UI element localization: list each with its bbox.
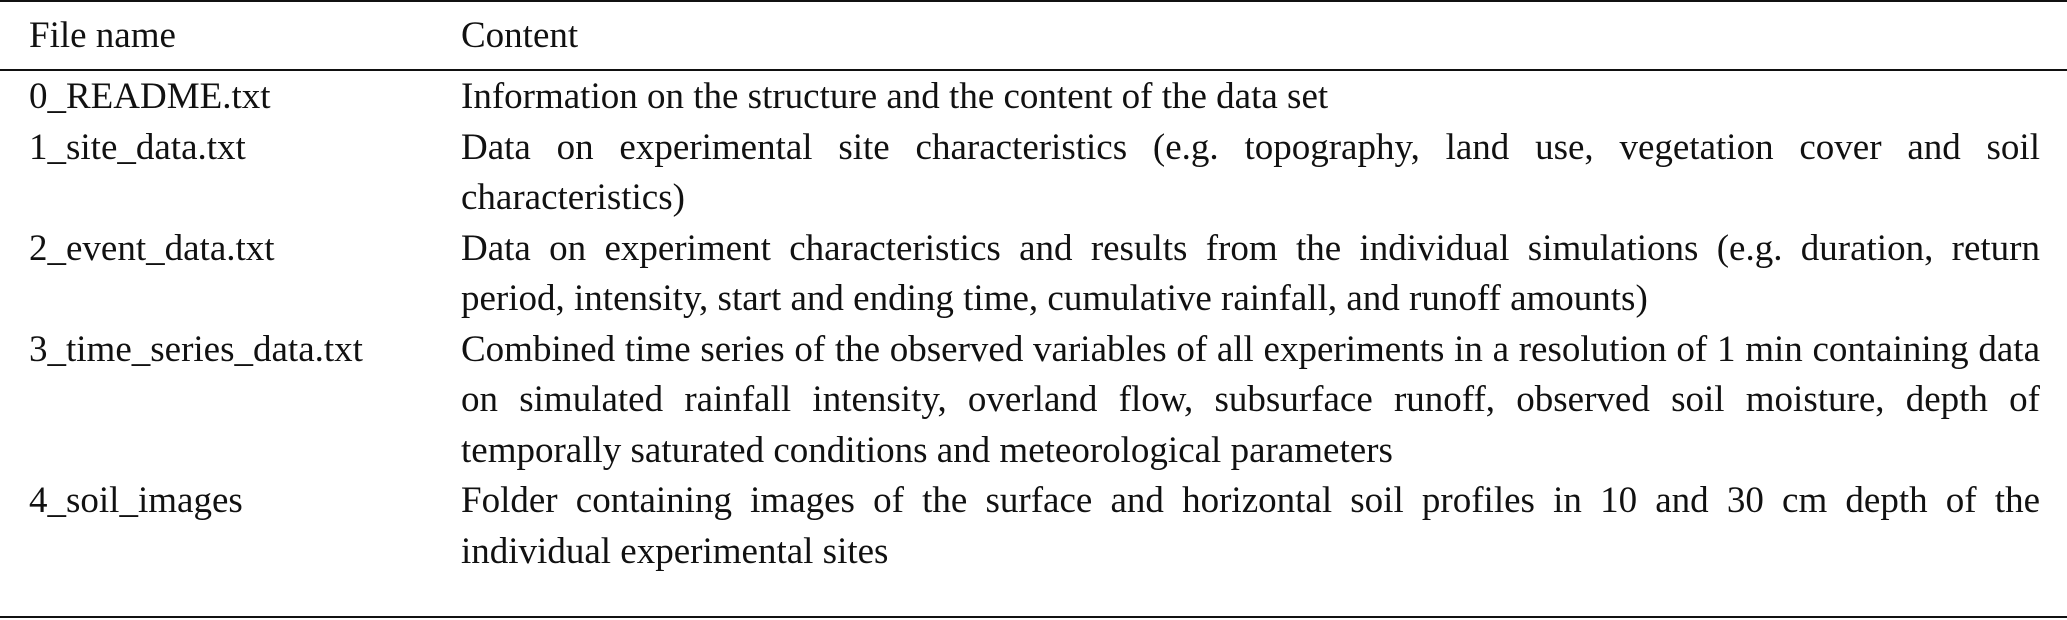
content-cell: Combined time series of the observed variables of all experiments in a resolution of 1 min containing data on simulated rainfall intensity, overland flow, subsurface runoff, observed soil moisture, depth of temporally saturated conditions and meteorological parameters — [461, 328, 2040, 471]
content-cell: Information on the structure and the content of the data set — [461, 76, 1329, 117]
table-row — [0, 71, 2067, 123]
file-name-cell: 0_README.txt — [29, 76, 271, 117]
table-row — [0, 476, 2067, 577]
table-header-row — [0, 0, 2067, 71]
content-cell: Folder containing images of the surface and horizontal soil profiles in 10 and 30 cm depth of the individual experimental sites — [461, 480, 2040, 572]
header-content: Content — [461, 15, 579, 56]
table-row — [0, 224, 2067, 325]
file-name-cell: 1_site_data.txt — [29, 126, 246, 168]
file-name-cell: 2_event_data.txt — [29, 227, 275, 269]
file-name-cell: 4_soil_images — [29, 480, 243, 521]
table-row — [0, 325, 2067, 477]
file-name-cell: 3_time_series_data.txt — [29, 328, 363, 370]
table-row — [0, 123, 2067, 224]
content-cell: Data on experimental site characteristics (e.g. topography, land use, vegetation cover and soil characteristics) — [461, 126, 2040, 218]
table-bottom-rule — [0, 616, 2067, 618]
content-cell: Data on experiment characteristics and results from the individual simulations (e.g. duration, return period, intensity, start and ending time, cumulative rainfall, and runoff amounts) — [461, 227, 2040, 319]
header-file-name: File name — [29, 15, 176, 56]
